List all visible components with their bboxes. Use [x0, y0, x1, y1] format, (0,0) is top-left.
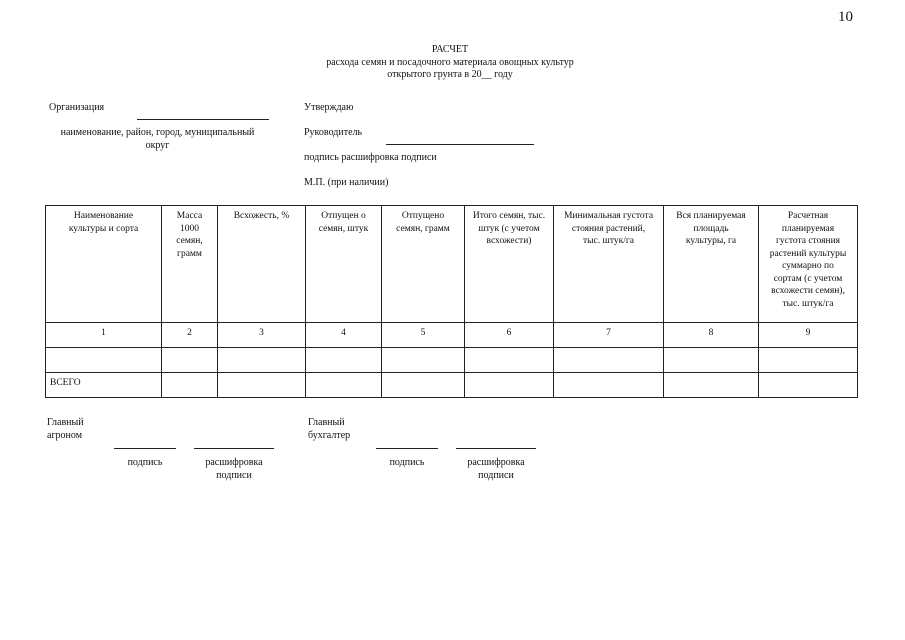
agronomist-decoding-line[interactable]	[194, 448, 274, 449]
column-number: 3	[218, 323, 306, 348]
column-number: 7	[554, 323, 664, 348]
organization-caption-line-1: наименование, район, город, муниципальный	[60, 127, 255, 138]
table-cell[interactable]	[162, 373, 218, 398]
column-number: 4	[306, 323, 382, 348]
chief-agronomist-line-1: Главный	[47, 417, 84, 428]
organization-caption	[50, 126, 265, 152]
table-cell[interactable]	[218, 348, 306, 373]
accountant-signature-line[interactable]	[376, 448, 438, 449]
table-cell[interactable]	[46, 348, 162, 373]
agronomist-signature-line[interactable]	[114, 448, 176, 449]
chief-accountant-label	[308, 416, 350, 442]
column-number: 8	[664, 323, 759, 348]
table-cell[interactable]	[664, 373, 759, 398]
table-cell[interactable]	[759, 348, 858, 373]
header-min-plant-density: Минимальная густота стояния растений, тыс. штук/га	[554, 206, 664, 323]
accountant-signature-caption: подпись	[389, 457, 425, 468]
organization-field-line[interactable]	[137, 119, 269, 120]
header-released-seeds-pcs: Отпущен о семян, штук	[306, 206, 382, 323]
total-label: ВСЕГО	[46, 373, 162, 398]
title-line-1: РАСЧЕТ	[431, 44, 469, 55]
column-number: 1	[46, 323, 162, 348]
accountant-decoding-caption: расшифровка подписи	[467, 457, 525, 481]
title-line-2: расхода семян и посадочного материала овощных культур	[326, 56, 574, 68]
accountant-decoding-line[interactable]	[456, 448, 536, 449]
agronomist-signature-caption: подпись	[127, 457, 163, 468]
chief-accountant-line-2: бухгалтер	[308, 430, 351, 441]
page-number: 10	[838, 9, 853, 25]
agronomist-decoding-caption: расшифровка подписи	[205, 457, 263, 481]
seed-calculation-table	[45, 205, 858, 398]
organization-caption-line-2: округ	[145, 140, 170, 151]
header-released-seeds-grams: Отпущено семян, грамм	[382, 206, 465, 323]
table-cell[interactable]	[554, 373, 664, 398]
column-number: 6	[465, 323, 554, 348]
column-number: 9	[759, 323, 858, 348]
table-header-row	[46, 206, 858, 323]
table-cell[interactable]	[465, 373, 554, 398]
column-number-row	[46, 323, 858, 348]
table-row	[46, 348, 858, 373]
stamp-label: М.П. (при наличии)	[304, 177, 389, 188]
head-signature-caption: подпись расшифровка подписи	[304, 152, 437, 163]
approve-label: Утверждаю	[304, 102, 354, 113]
table-cell[interactable]	[465, 348, 554, 373]
table-cell[interactable]	[306, 348, 382, 373]
document-title	[280, 44, 620, 82]
chief-accountant-line-1: Главный	[308, 417, 345, 428]
column-number: 2	[162, 323, 218, 348]
header-thousand-seed-mass: Масса 1000 семян, грамм	[162, 206, 218, 323]
header-crop-variety: Наименование культуры и сорта	[46, 206, 162, 323]
organization-label: Организация	[49, 102, 105, 113]
table-cell[interactable]	[162, 348, 218, 373]
chief-agronomist-line-2: агроном	[47, 430, 83, 441]
table-cell[interactable]	[382, 348, 465, 373]
header-germination: Всхожесть, %	[218, 206, 306, 323]
table-cell[interactable]	[759, 373, 858, 398]
chief-agronomist-label	[47, 416, 84, 442]
table-cell[interactable]	[554, 348, 664, 373]
header-planned-area: Вся планируемая площадь культуры, га	[664, 206, 759, 323]
table-cell[interactable]	[306, 373, 382, 398]
total-row	[46, 373, 858, 398]
table-cell[interactable]	[664, 348, 759, 373]
title-line-3: открытого грунта в 20__ году	[387, 69, 513, 80]
header-estimated-density: Расчетная планируемая густота стояния растений культуры суммарно по сортам (с учетом всхожести семян), тыс. штук/га	[759, 206, 858, 323]
table-cell[interactable]	[218, 373, 306, 398]
header-total-seeds: Итого семян, тыс. штук (с учетом всхожести)	[465, 206, 554, 323]
table-cell[interactable]	[382, 373, 465, 398]
column-number: 5	[382, 323, 465, 348]
head-signature-line[interactable]	[386, 144, 534, 145]
head-label: Руководитель	[304, 127, 363, 138]
